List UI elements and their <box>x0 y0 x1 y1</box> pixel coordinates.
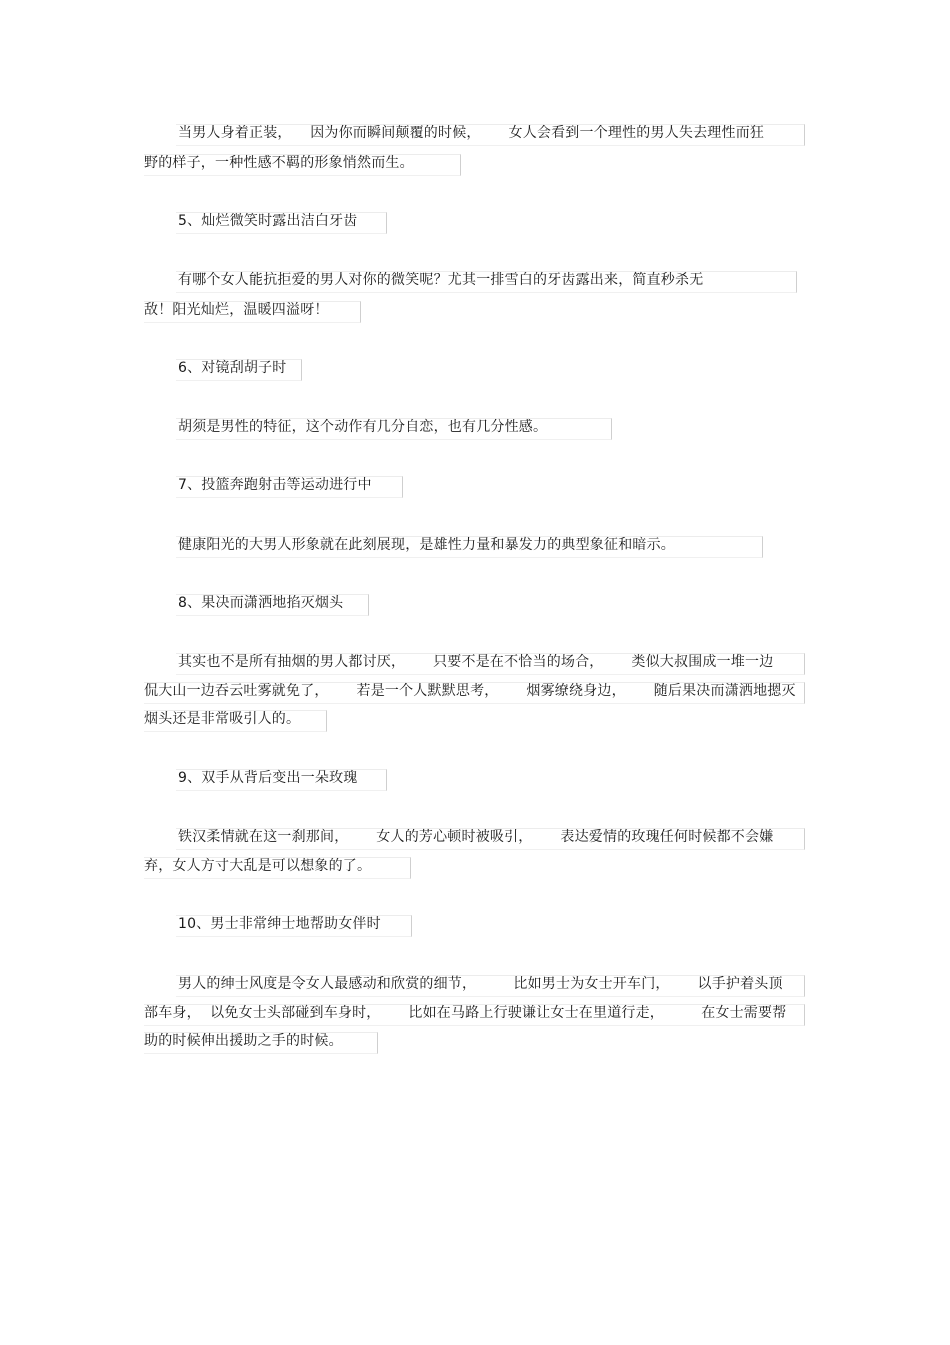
section-heading: 6、对镜刮胡子时 <box>178 360 287 376</box>
paragraph-line: 其实也不是所有抽烟的男人都讨厌， 只要不是在不恰当的场合， 类似大叔围成一堆一边 <box>178 654 774 670</box>
paragraph-line: 有哪个女人能抗拒爱的男人对你的微笑呢？尤其一排雪白的牙齿露出来，简直秒杀无 <box>178 272 704 288</box>
section-heading: 10、男士非常绅士地帮助女伴时 <box>178 916 381 932</box>
paragraph-line: 部车身， 以免女士头部碰到车身时， 比如在马路上行驶谦让女士在里道行走， 在女士需要帮 <box>144 1005 787 1021</box>
paragraph-line: 侃大山一边吞云吐雾就免了， 若是一个人默默思考， 烟雾缭绕身边， 随后果决而潇洒地摁灭 <box>144 683 796 699</box>
section-heading: 7、投篮奔跑射击等运动进行中 <box>178 477 372 493</box>
paragraph-line: 助的时候伸出援助之手的时候。 <box>144 1033 343 1049</box>
paragraph-line: 弃，女人方寸大乱是可以想象的了。 <box>144 858 372 874</box>
section-heading: 8、果决而潇洒地掐灭烟头 <box>178 595 344 611</box>
paragraph-line: 健康阳光的大男人形象就在此刻展现，是雄性力量和暴发力的典型象征和暗示。 <box>178 537 675 553</box>
paragraph-line: 野的样子，一种性感不羁的形象悄然而生。 <box>144 155 414 171</box>
paragraph-line: 铁汉柔情就在这一刹那间， 女人的芳心顿时被吸引， 表达爱情的玫瑰任何时候都不会嫌 <box>178 829 774 845</box>
paragraph-line: 烟头还是非常吸引人的。 <box>144 711 301 727</box>
paragraph-line: 敌！阳光灿烂，温暖四溢呀！ <box>144 302 329 318</box>
paragraph-line: 当男人身着正装， 因为你而瞬间颠覆的时候， 女人会看到一个理性的男人失去理性而狂 <box>178 125 765 141</box>
paragraph-line: 胡须是男性的特征，这个动作有几分自恋，也有几分性感。 <box>178 419 548 435</box>
paragraph-line: 男人的绅士风度是令女人最感动和欣赏的细节， 比如男士为女士开车门， 以手护着头顶 <box>178 976 783 992</box>
section-heading: 9、双手从背后变出一朵玫瑰 <box>178 770 358 786</box>
section-heading: 5、灿烂微笑时露出洁白牙齿 <box>178 213 358 229</box>
